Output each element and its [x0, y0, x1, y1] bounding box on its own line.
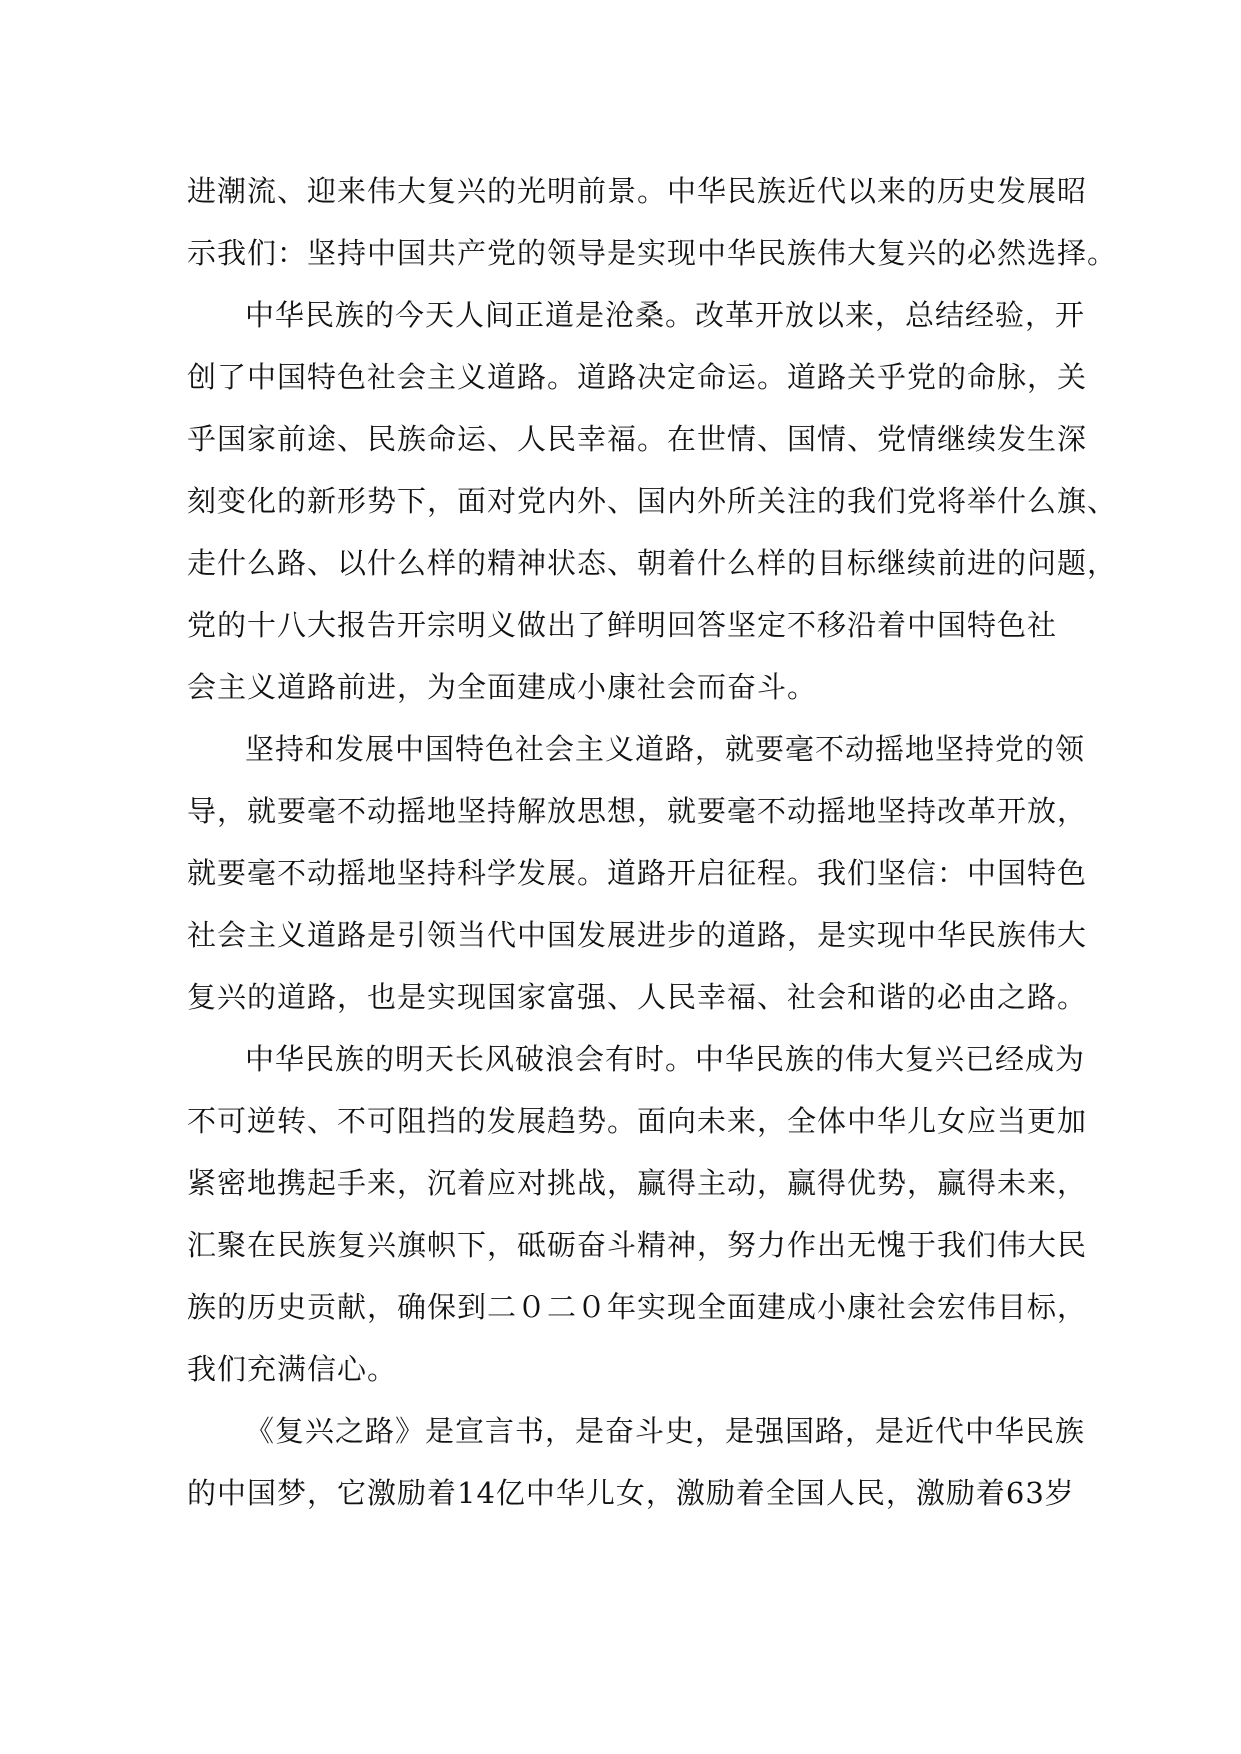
- paragraph-start-line: 坚持和发展中国特色社会主义道路，就要毫不动摇地坚持党的领: [245, 732, 1086, 766]
- text-line: 不可逆转、不可阻挡的发展趋势。面向未来，全体中华儿女应当更加: [187, 1104, 1088, 1138]
- paragraph-start-line: 《复兴之路》是宣言书，是奋斗史，是强国路，是近代中华民族: [245, 1414, 1086, 1448]
- text-line: 导，就要毫不动摇地坚持解放思想，就要毫不动摇地坚持改革开放，: [187, 794, 1088, 828]
- text-line: 的中国梦，它激励着14亿中华儿女，激励着全国人民，激励着63岁: [187, 1476, 1075, 1510]
- text-line: 复兴的道路，也是实现国家富强、人民幸福、社会和谐的必由之路。: [187, 980, 1088, 1014]
- text-line: 党的十八大报告开宗明义做出了鲜明回答坚定不移沿着中国特色社: [187, 608, 1058, 642]
- body-text: [187, 160, 1118, 1524]
- text-line: 乎国家前途、民族命运、人民幸福。在世情、国情、党情继续发生深: [187, 422, 1088, 456]
- text-line: 进潮流、迎来伟大复兴的光明前景。中华民族近代以来的历史发展昭: [187, 174, 1088, 208]
- paragraph-start-line: 中华民族的今天人间正道是沧桑。改革开放以来，总结经验，开: [245, 298, 1086, 332]
- text-line: 就要毫不动摇地坚持科学发展。道路开启征程。我们坚信：中国特色: [187, 856, 1088, 890]
- text-line: 创了中国特色社会主义道路。道路决定命运。道路关乎党的命脉，关: [187, 360, 1088, 394]
- text-line: 社会主义道路是引领当代中国发展进步的道路，是实现中华民族伟大: [187, 918, 1088, 952]
- text-line: 族的历史贡献，确保到二０二０年实现全面建成小康社会宏伟目标，: [187, 1290, 1088, 1324]
- text-line: 汇聚在民族复兴旗帜下，砥砺奋斗精神，努力作出无愧于我们伟大民: [187, 1228, 1088, 1262]
- text-line: 示我们：坚持中国共产党的领导是实现中华民族伟大复兴的必然选择。: [187, 236, 1118, 270]
- text-line: 会主义道路前进，为全面建成小康社会而奋斗。: [187, 670, 818, 704]
- text-line: 我们充满信心。: [187, 1352, 398, 1386]
- text-line: 走什么路、以什么样的精神状态、朝着什么样的目标继续前进的问题，: [187, 546, 1118, 580]
- text-line: 刻变化的新形势下，面对党内外、国内外所关注的我们党将举什么旗、: [187, 484, 1118, 518]
- paragraph-start-line: 中华民族的明天长风破浪会有时。中华民族的伟大复兴已经成为: [245, 1042, 1086, 1076]
- text-line: 紧密地携起手来，沉着应对挑战，赢得主动，赢得优势，赢得未来，: [187, 1166, 1088, 1200]
